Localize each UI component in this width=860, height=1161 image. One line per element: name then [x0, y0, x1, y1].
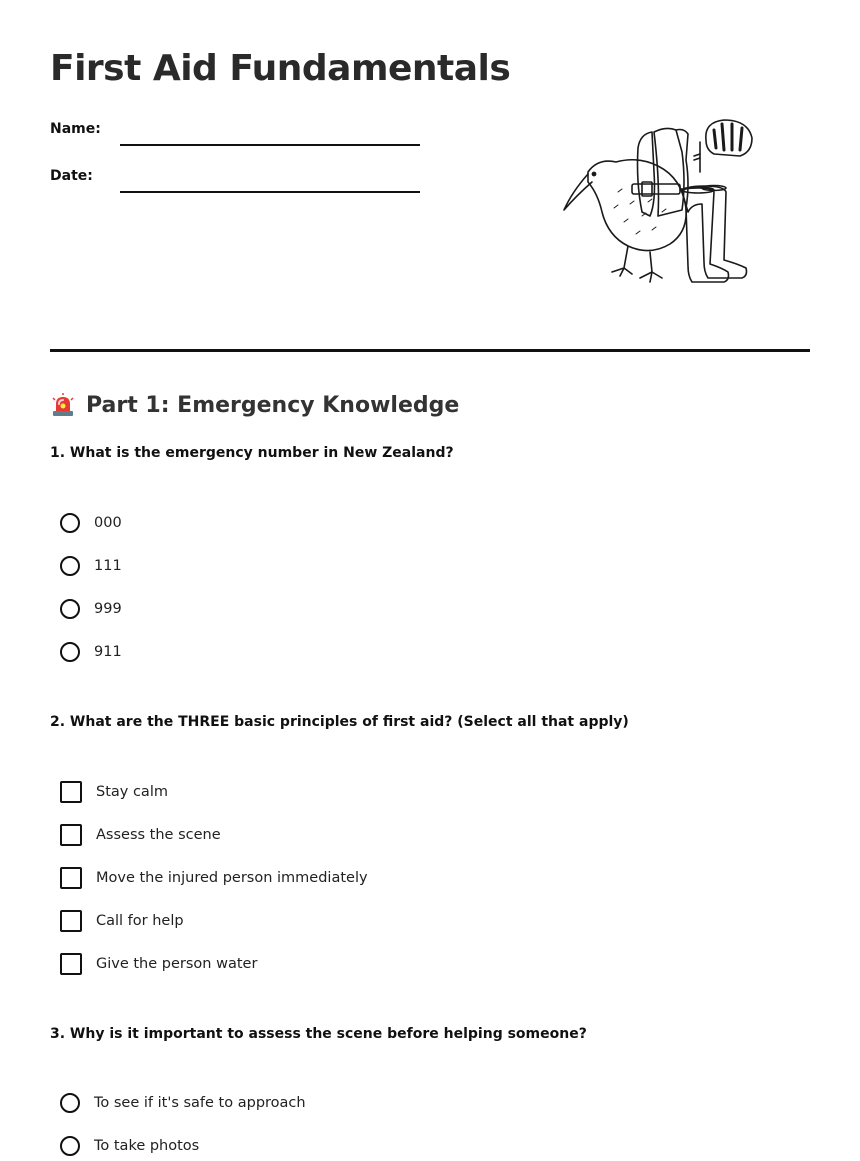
- kiwi-legs: [612, 246, 662, 282]
- radio-button[interactable]: [60, 513, 80, 533]
- name-input-line[interactable]: [120, 144, 420, 146]
- bike-helmet: [694, 120, 752, 172]
- q3-option-photos[interactable]: [60, 1133, 199, 1159]
- q1-option-911[interactable]: [60, 639, 122, 665]
- date-input-line[interactable]: [120, 191, 420, 193]
- radio-button[interactable]: [60, 642, 80, 662]
- option-label: Stay calm: [96, 784, 168, 800]
- radio-button[interactable]: [60, 1093, 80, 1113]
- kiwi-illustration: [558, 112, 758, 290]
- option-label: To see if it's safe to approach: [94, 1095, 306, 1111]
- checkbox[interactable]: [60, 824, 82, 846]
- q1-option-111[interactable]: [60, 553, 122, 579]
- question-2: 2. What are the THREE basic principles of first aid? (Select all that apply): [50, 714, 629, 730]
- option-label: Call for help: [96, 913, 184, 929]
- option-label: 000: [94, 515, 122, 531]
- radio-button[interactable]: [60, 599, 80, 619]
- option-label: Assess the scene: [96, 827, 221, 843]
- option-label: 999: [94, 601, 122, 617]
- checkbox[interactable]: [60, 781, 82, 803]
- siren-icon: [50, 392, 76, 418]
- q2-option-stay-calm[interactable]: [60, 779, 168, 805]
- option-label: Give the person water: [96, 956, 258, 972]
- q1-option-000[interactable]: [60, 510, 122, 536]
- option-label: Move the injured person immediately: [96, 870, 368, 886]
- checkbox[interactable]: [60, 953, 82, 975]
- question-1: 1. What is the emergency number in New Zealand?: [50, 445, 454, 461]
- life-jacket: [638, 132, 655, 216]
- radio-button[interactable]: [60, 556, 80, 576]
- gumboots: [682, 186, 747, 283]
- q1-option-999[interactable]: [60, 596, 122, 622]
- checkbox[interactable]: [60, 867, 82, 889]
- date-label: Date:: [50, 168, 93, 184]
- section-heading: [50, 388, 459, 422]
- q2-option-give-water[interactable]: [60, 951, 257, 977]
- option-label: 111: [94, 558, 122, 574]
- radio-button[interactable]: [60, 1136, 80, 1156]
- question-3: 3. Why is it important to assess the scene before helping someone?: [50, 1026, 587, 1042]
- option-label: To take photos: [94, 1138, 200, 1154]
- q3-option-safe[interactable]: [60, 1090, 306, 1116]
- q2-option-call-help[interactable]: [60, 908, 184, 934]
- section-divider: [50, 349, 810, 352]
- option-label: 911: [94, 644, 122, 660]
- section-title: Part 1: Emergency Knowledge: [86, 392, 460, 418]
- checkbox[interactable]: [60, 910, 82, 932]
- name-label: Name:: [50, 121, 101, 137]
- q2-option-move-person[interactable]: [60, 865, 368, 891]
- q2-option-assess-scene[interactable]: [60, 822, 221, 848]
- page-title: First Aid Fundamentals: [50, 48, 511, 89]
